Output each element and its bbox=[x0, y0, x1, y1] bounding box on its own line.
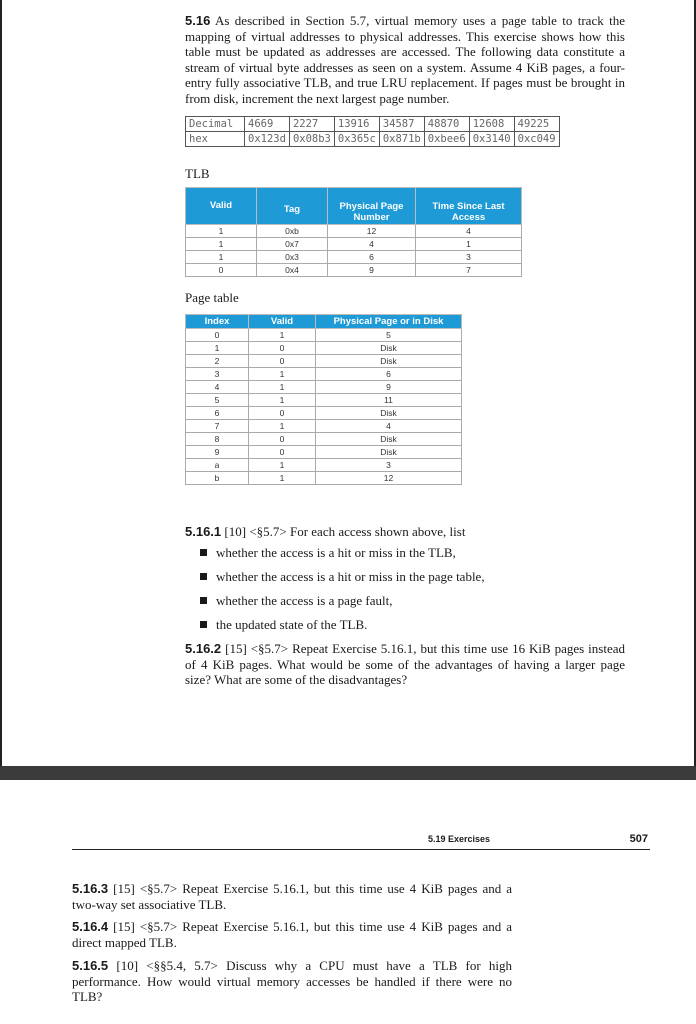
running-head bbox=[72, 833, 650, 850]
page-number: 507 bbox=[629, 833, 648, 845]
page-table-valid-cell: 1 bbox=[249, 329, 316, 342]
decimal-cell: 13916 bbox=[334, 117, 379, 132]
tlb-header-row bbox=[186, 188, 522, 225]
bullet-square-icon bbox=[200, 597, 207, 604]
page-table-row bbox=[186, 368, 462, 381]
page-table-physical-cell: Disk bbox=[316, 407, 462, 420]
exercise-5-16-4 bbox=[72, 919, 512, 950]
page-table-index-cell: 8 bbox=[186, 433, 249, 446]
exercise-5-16-4-text: [15] <§5.7> Repeat Exercise 5.16.1, but this time use 4 KiB pages and a direct mapped TLB. bbox=[72, 919, 513, 950]
tlb-time-cell: 1 bbox=[416, 238, 522, 251]
exercise-5-16-1-text: [10] <§5.7> For each access shown above, list bbox=[224, 524, 466, 539]
page-table bbox=[185, 314, 462, 485]
page-table-caption: Page table bbox=[185, 290, 239, 305]
page-table-valid-cell: 1 bbox=[249, 368, 316, 381]
page-table-index-cell: b bbox=[186, 472, 249, 485]
exercise-intro-text: As described in Section 5.7, virtual memory uses a page table to track the mapping of virtual addresses to physical addresses. This exercise shows how this table must be updated as addresses are accessed. The following data constitute a stream of virtual byte addresses as seen on a system. Assume 4 KiB pages, a four-entry fully associative TLB, and true LRU replacement. If pages must be brought in from disk, increment the next largest page number. bbox=[185, 13, 625, 106]
page-table-physical-cell: 6 bbox=[316, 368, 462, 381]
page-table-index-cell: 6 bbox=[186, 407, 249, 420]
bullet-text: whether the access is a hit or miss in the TLB, bbox=[216, 545, 456, 560]
tlb-table bbox=[185, 187, 522, 277]
tlb-header-physical-page: Physical Page Number bbox=[328, 188, 416, 225]
page-bottom bbox=[0, 780, 696, 1024]
tlb-physical-page-cell: 12 bbox=[328, 225, 416, 238]
bullet-text: whether the access is a hit or miss in the page table, bbox=[216, 569, 485, 584]
tlb-time-cell: 4 bbox=[416, 225, 522, 238]
page-table-body bbox=[186, 329, 462, 485]
exercise-number: 5.16 bbox=[185, 13, 211, 28]
page-table-header-row bbox=[186, 315, 462, 329]
tlb-physical-page-cell: 6 bbox=[328, 251, 416, 264]
tlb-tag-cell: 0xb bbox=[257, 225, 328, 238]
bullet-item bbox=[200, 567, 485, 591]
page-table-index-cell: 9 bbox=[186, 446, 249, 459]
exercise-5-16-1-bullets bbox=[200, 543, 485, 639]
tlb-caption: TLB bbox=[185, 166, 210, 181]
bullet-text: whether the access is a page fault, bbox=[216, 593, 393, 608]
hex-cell: 0x365c bbox=[334, 132, 379, 147]
hex-row bbox=[186, 132, 560, 147]
tlb-valid-cell: 1 bbox=[186, 238, 257, 251]
tlb-tag-cell: 0x3 bbox=[257, 251, 328, 264]
exercise-5-16-2-number: 5.16.2 bbox=[185, 641, 222, 656]
hex-cell: 0x871b bbox=[379, 132, 424, 147]
hex-cell: 0xbee6 bbox=[424, 132, 469, 147]
decimal-cell: 49225 bbox=[514, 117, 559, 132]
page-table-physical-cell: Disk bbox=[316, 342, 462, 355]
page-table-header-valid: Valid bbox=[249, 315, 316, 329]
page-table-valid-cell: 1 bbox=[249, 420, 316, 433]
tlb-row bbox=[186, 238, 522, 251]
hex-cell: 0x08b3 bbox=[289, 132, 334, 147]
tlb-time-cell: 3 bbox=[416, 251, 522, 264]
tlb-valid-cell: 1 bbox=[186, 225, 257, 238]
page-table-index-cell: 5 bbox=[186, 394, 249, 407]
page-table-valid-cell: 1 bbox=[249, 459, 316, 472]
page-table-header-index: Index bbox=[186, 315, 249, 329]
exercise-5-16-5-number: 5.16.5 bbox=[72, 958, 109, 973]
page-table-valid-cell: 0 bbox=[249, 446, 316, 459]
hex-label: hex bbox=[186, 132, 245, 147]
page-table-row bbox=[186, 355, 462, 368]
page-table-valid-cell: 0 bbox=[249, 342, 316, 355]
page-table-header-physical: Physical Page or in Disk bbox=[316, 315, 462, 329]
exercise-5-16-1 bbox=[185, 524, 625, 540]
bullet-square-icon bbox=[200, 549, 207, 556]
page-table-valid-cell: 0 bbox=[249, 433, 316, 446]
bullet-item bbox=[200, 615, 485, 639]
decimal-cell: 48870 bbox=[424, 117, 469, 132]
page-table-valid-cell: 1 bbox=[249, 472, 316, 485]
bullet-text: the updated state of the TLB. bbox=[216, 617, 368, 632]
page-table-physical-cell: 11 bbox=[316, 394, 462, 407]
exercise-5-16-2-text: [15] <§5.7> Repeat Exercise 5.16.1, but this time use 16 KiB pages instead of 4 KiB pages. What would be some of the advantages of having a larger page size? What are some of the disadvantages? bbox=[185, 641, 626, 687]
address-stream-table bbox=[185, 116, 560, 147]
page-separator bbox=[0, 766, 696, 780]
tlb-valid-cell: 1 bbox=[186, 251, 257, 264]
exercise-5-16-3 bbox=[72, 881, 512, 912]
page-table-valid-cell: 0 bbox=[249, 355, 316, 368]
tlb-header-tag: Tag bbox=[257, 188, 328, 225]
tlb-row bbox=[186, 264, 522, 277]
exercise-5-16-5-text: [10] <§§5.4, 5.7> Discuss why a CPU must have a TLB for high performance. How would virtual memory accesses be handled if there were no TLB? bbox=[72, 958, 513, 1004]
page-table-valid-cell: 1 bbox=[249, 394, 316, 407]
decimal-cell: 34587 bbox=[379, 117, 424, 132]
bullet-item bbox=[200, 543, 485, 567]
page-table-index-cell: 4 bbox=[186, 381, 249, 394]
tlb-row bbox=[186, 225, 522, 238]
page-table-row bbox=[186, 342, 462, 355]
page-table-physical-cell: Disk bbox=[316, 433, 462, 446]
tlb-physical-page-cell: 4 bbox=[328, 238, 416, 251]
exercise-5-16-3-text: [15] <§5.7> Repeat Exercise 5.16.1, but this time use 4 KiB pages and a two-way set associative TLB. bbox=[72, 881, 513, 912]
decimal-label: Decimal bbox=[186, 117, 245, 132]
page-table-row bbox=[186, 394, 462, 407]
tlb-header-valid: Valid bbox=[186, 188, 257, 225]
page-table-index-cell: a bbox=[186, 459, 249, 472]
page-table-physical-cell: Disk bbox=[316, 446, 462, 459]
page-table-row bbox=[186, 472, 462, 485]
page-table-physical-cell: 9 bbox=[316, 381, 462, 394]
page-table-physical-cell: Disk bbox=[316, 355, 462, 368]
page-table-index-cell: 3 bbox=[186, 368, 249, 381]
exercise-intro bbox=[185, 13, 625, 106]
tlb-time-cell: 7 bbox=[416, 264, 522, 277]
page-table-row bbox=[186, 420, 462, 433]
page-table-valid-cell: 0 bbox=[249, 407, 316, 420]
tlb-tag-cell: 0x7 bbox=[257, 238, 328, 251]
tlb-physical-page-cell: 9 bbox=[328, 264, 416, 277]
exercise-5-16-1-number: 5.16.1 bbox=[185, 524, 222, 539]
page-table-valid-cell: 1 bbox=[249, 381, 316, 394]
page-table-index-cell: 1 bbox=[186, 342, 249, 355]
exercise-5-16-4-number: 5.16.4 bbox=[72, 919, 109, 934]
decimal-cell: 12608 bbox=[469, 117, 514, 132]
running-head-section: 5.19 Exercises bbox=[428, 834, 491, 844]
page-table-row bbox=[186, 446, 462, 459]
hex-cell: 0x3140 bbox=[469, 132, 514, 147]
tlb-header-time: Time Since Last Access bbox=[416, 188, 522, 225]
hex-cell: 0xc049 bbox=[514, 132, 559, 147]
page-table-physical-cell: 12 bbox=[316, 472, 462, 485]
exercise-5-16-3-number: 5.16.3 bbox=[72, 881, 109, 896]
page-table-physical-cell: 3 bbox=[316, 459, 462, 472]
decimal-row bbox=[186, 117, 560, 132]
page-table-index-cell: 7 bbox=[186, 420, 249, 433]
page-table-row bbox=[186, 407, 462, 420]
page-table-index-cell: 2 bbox=[186, 355, 249, 368]
page-table-index-cell: 0 bbox=[186, 329, 249, 342]
exercise-5-16-5 bbox=[72, 958, 512, 1005]
bullet-square-icon bbox=[200, 573, 207, 580]
page-table-row bbox=[186, 381, 462, 394]
decimal-cell: 2227 bbox=[289, 117, 334, 132]
tlb-tag-cell: 0x4 bbox=[257, 264, 328, 277]
bullet-square-icon bbox=[200, 621, 207, 628]
tlb-row bbox=[186, 251, 522, 264]
decimal-cell: 4669 bbox=[245, 117, 290, 132]
tlb-valid-cell: 0 bbox=[186, 264, 257, 277]
tlb-body bbox=[186, 225, 522, 277]
page-border-left bbox=[0, 0, 2, 766]
hex-cell: 0x123d bbox=[245, 132, 290, 147]
page-table-row bbox=[186, 329, 462, 342]
page-table-row bbox=[186, 433, 462, 446]
page-table-row bbox=[186, 459, 462, 472]
bullet-item bbox=[200, 591, 485, 615]
page-table-physical-cell: 4 bbox=[316, 420, 462, 433]
page-table-physical-cell: 5 bbox=[316, 329, 462, 342]
exercise-5-16-2 bbox=[185, 641, 625, 688]
